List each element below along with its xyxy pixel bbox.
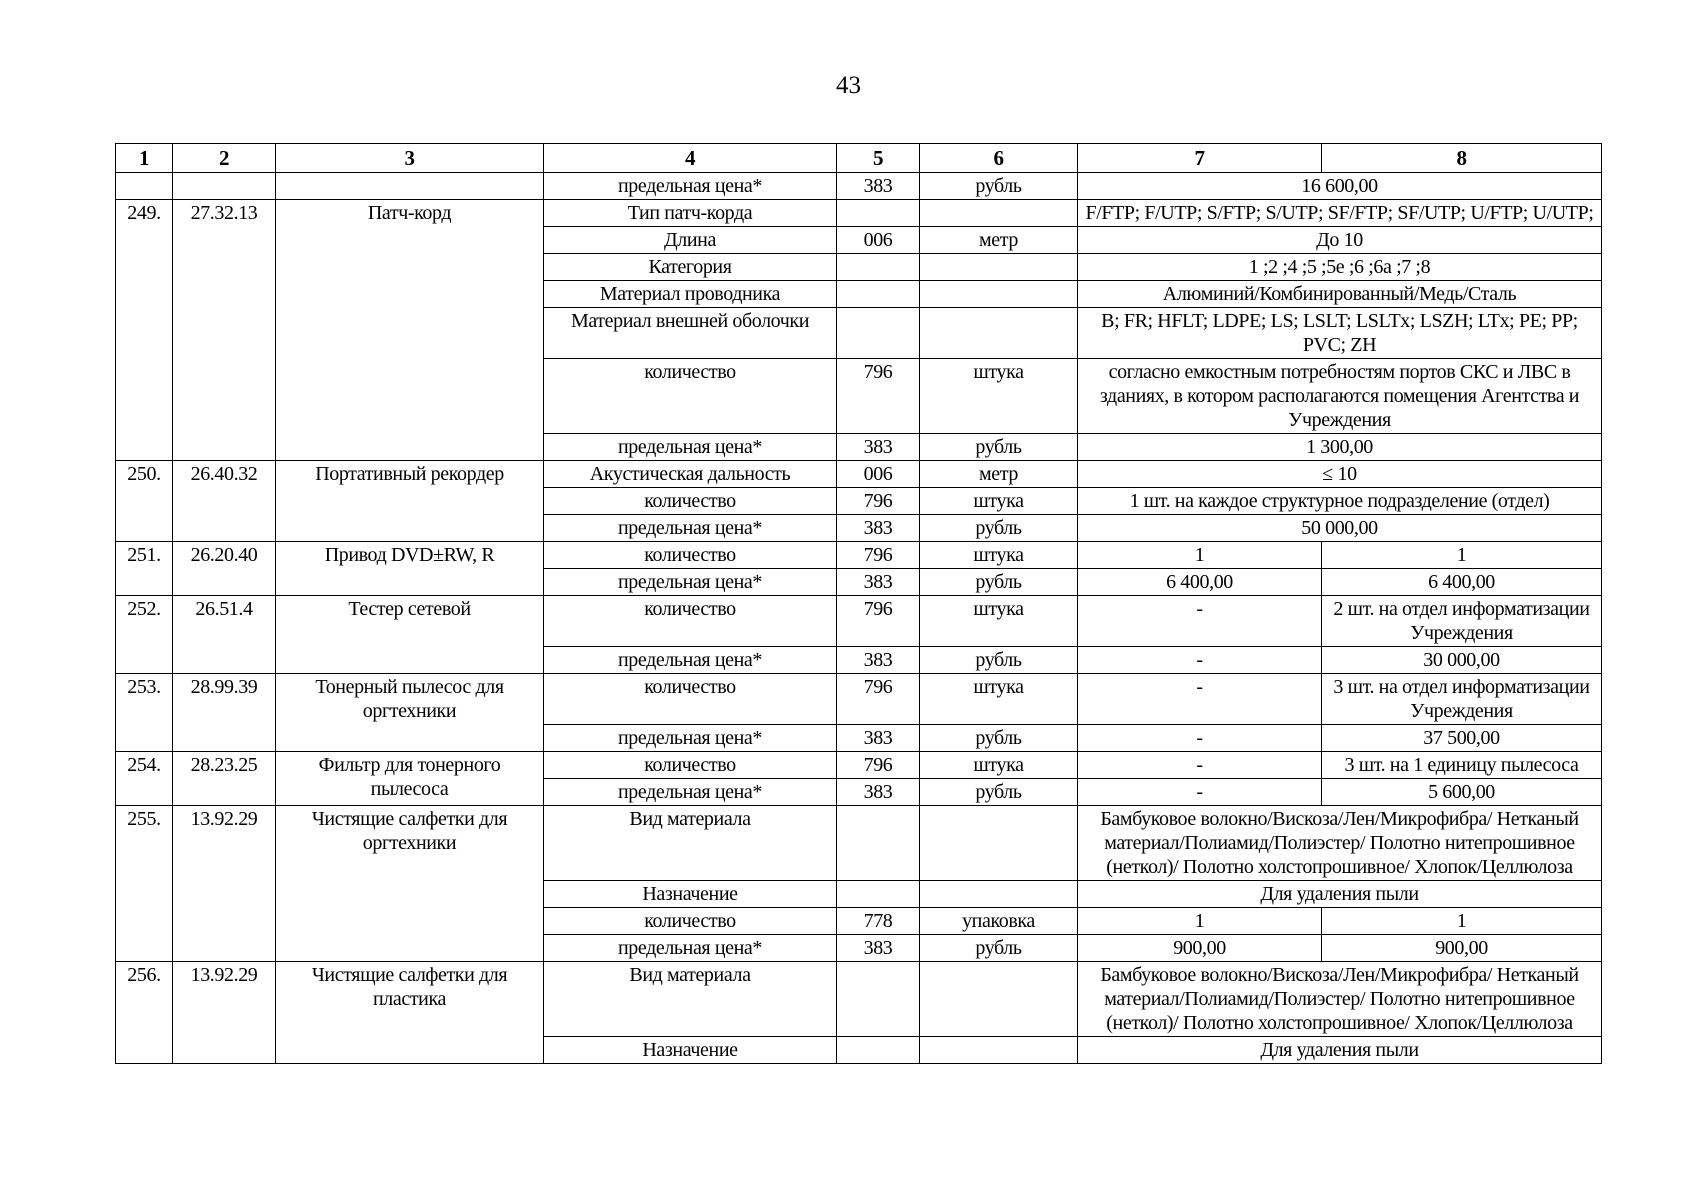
cell-code: 383 xyxy=(837,935,920,962)
cell-value: Алюминий/Комбинированный/Медь/Сталь xyxy=(1078,281,1602,308)
spec-table xyxy=(115,143,1602,1064)
cell-value: До 10 xyxy=(1078,227,1602,254)
cell-no: 253. xyxy=(116,674,173,752)
cell-char-name: Категория xyxy=(544,254,837,281)
cell-value: 1 ;2 ;4 ;5 ;5e ;6 ;6a ;7 ;8 xyxy=(1078,254,1602,281)
cell-no: 250. xyxy=(116,461,173,542)
cell-value-8: 900,00 xyxy=(1322,935,1602,962)
cell-code: 383 xyxy=(837,647,920,674)
cell-code: 796 xyxy=(837,596,920,647)
cell-char-name: Длина xyxy=(544,227,837,254)
cell-value-8: 5 600,00 xyxy=(1322,779,1602,806)
cell-unit: рубль xyxy=(920,935,1078,962)
cell-code: 796 xyxy=(837,674,920,725)
cell-char-name: предельная цена* xyxy=(544,569,837,596)
table-row xyxy=(116,806,1602,881)
cell-no: 255. xyxy=(116,806,173,962)
cell-code: 383 xyxy=(837,173,920,200)
cell-unit: штука xyxy=(920,488,1078,515)
cell-value-7: - xyxy=(1078,647,1322,674)
cell-char-name: предельная цена* xyxy=(544,647,837,674)
cell-unit: рубль xyxy=(920,515,1078,542)
cell-no: 252. xyxy=(116,596,173,674)
cell-unit: рубль xyxy=(920,779,1078,806)
cell-code xyxy=(837,308,920,359)
cell-okpd: 26.51.4 xyxy=(173,596,276,674)
header-col-5: 5 xyxy=(837,144,920,173)
cell-value: Для удаления пыли xyxy=(1078,1037,1602,1064)
cell-char-name: Назначение xyxy=(544,1037,837,1064)
cell-char-name: Материал внешней оболочки xyxy=(544,308,837,359)
cell-code xyxy=(837,254,920,281)
cell-value: Для удаления пыли xyxy=(1078,881,1602,908)
cell-char-name: предельная цена* xyxy=(544,434,837,461)
cell-unit: штука xyxy=(920,542,1078,569)
cell-char-name: Вид материала xyxy=(544,962,837,1037)
cell-char-name: количество xyxy=(544,488,837,515)
cell-value: 1 шт. на каждое структурное подразделение (отдел) xyxy=(1078,488,1602,515)
cell-unit xyxy=(920,962,1078,1037)
cell-char-name: предельная цена* xyxy=(544,779,837,806)
cell-value-8: 30 000,00 xyxy=(1322,647,1602,674)
header-col-8: 8 xyxy=(1322,144,1602,173)
cell-char-name: предельная цена* xyxy=(544,935,837,962)
cell-okpd: 13.92.29 xyxy=(173,806,276,962)
cell-char-name: предельная цена* xyxy=(544,725,837,752)
cell-unit: штука xyxy=(920,674,1078,725)
cell-title: Портативный рекордер xyxy=(276,461,544,542)
cell-code: 778 xyxy=(837,908,920,935)
cell-unit: штука xyxy=(920,596,1078,647)
cell-title: Фильтр для тонерного пылесоса xyxy=(276,752,544,806)
cell-okpd: 27.32.13 xyxy=(173,200,276,461)
cell-char-name: количество xyxy=(544,752,837,779)
cell-code: 796 xyxy=(837,359,920,434)
cell-code xyxy=(837,281,920,308)
cell-value-7: 900,00 xyxy=(1078,935,1322,962)
cell-value-8: 2 шт. на отдел информатизации Учреждения xyxy=(1322,596,1602,647)
cell-code xyxy=(837,881,920,908)
cell-value: B; FR; HFLT; LDPE; LS; LSLT; LSLTx; LSZH; LTx; PE; PP; PVC; ZH xyxy=(1078,308,1602,359)
cell-code xyxy=(837,806,920,881)
cell-char-name: Тип патч-корда xyxy=(544,200,837,227)
header-row xyxy=(116,144,1602,173)
header-col-7: 7 xyxy=(1078,144,1322,173)
cell-value-7: - xyxy=(1078,779,1322,806)
cell-title xyxy=(276,173,544,200)
cell-unit: рубль xyxy=(920,569,1078,596)
cell-title: Привод DVD±RW, R xyxy=(276,542,544,596)
cell-char-name: Вид материала xyxy=(544,806,837,881)
table-row xyxy=(116,461,1602,488)
cell-char-name: Акустическая дальность xyxy=(544,461,837,488)
table-row xyxy=(116,173,1602,200)
cell-okpd: 28.23.25 xyxy=(173,752,276,806)
cell-value-7: 1 xyxy=(1078,908,1322,935)
cell-char-name: предельная цена* xyxy=(544,515,837,542)
cell-value: F/FTP; F/UTP; S/FTP; S/UTP; SF/FTP; SF/UTP; U/FTP; U/UTP; xyxy=(1078,200,1602,227)
cell-unit: рубль xyxy=(920,647,1078,674)
cell-code xyxy=(837,962,920,1037)
cell-value-8: 1 xyxy=(1322,908,1602,935)
cell-code xyxy=(837,1037,920,1064)
cell-code: 796 xyxy=(837,752,920,779)
cell-code: 006 xyxy=(837,227,920,254)
cell-char-name: Материал проводника xyxy=(544,281,837,308)
table-row xyxy=(116,962,1602,1037)
cell-value: 16 600,00 xyxy=(1078,173,1602,200)
cell-okpd: 26.40.32 xyxy=(173,461,276,542)
cell-char-name: количество xyxy=(544,908,837,935)
cell-unit: штука xyxy=(920,752,1078,779)
cell-no: 249. xyxy=(116,200,173,461)
cell-unit xyxy=(920,1037,1078,1064)
cell-unit: метр xyxy=(920,461,1078,488)
cell-no xyxy=(116,173,173,200)
cell-no: 256. xyxy=(116,962,173,1064)
cell-value: согласно емкостным потребностям портов СКС и ЛВС в зданиях, в котором располагаются помещения Агентства и Учреждения xyxy=(1078,359,1602,434)
cell-no: 251. xyxy=(116,542,173,596)
cell-unit: упаковка xyxy=(920,908,1078,935)
cell-value: Бамбуковое волокно/Вискоза/Лен/Микрофибра/ Нетканый материал/Полиамид/Полиэстер/ Полотно нитепрошивное (неткол)/ Полотно холстопрошивное/ Хлопок/Целлюлоза xyxy=(1078,806,1602,881)
cell-title: Чистящие салфетки для пластика xyxy=(276,962,544,1064)
table-row xyxy=(116,674,1602,725)
cell-value-8: 1 xyxy=(1322,542,1602,569)
cell-value-8: 37 500,00 xyxy=(1322,725,1602,752)
table-row xyxy=(116,752,1602,779)
cell-code: 383 xyxy=(837,515,920,542)
cell-value-7: - xyxy=(1078,725,1322,752)
cell-unit: рубль xyxy=(920,725,1078,752)
cell-value-7: - xyxy=(1078,674,1322,725)
cell-unit xyxy=(920,806,1078,881)
cell-code xyxy=(837,200,920,227)
cell-char-name: количество xyxy=(544,542,837,569)
cell-char-name: Назначение xyxy=(544,881,837,908)
cell-okpd xyxy=(173,173,276,200)
cell-value-8: 6 400,00 xyxy=(1322,569,1602,596)
cell-value-8: 3 шт. на 1 единицу пылесоса xyxy=(1322,752,1602,779)
cell-okpd: 28.99.39 xyxy=(173,674,276,752)
cell-value-7: - xyxy=(1078,596,1322,647)
cell-unit xyxy=(920,881,1078,908)
cell-unit: рубль xyxy=(920,434,1078,461)
cell-title: Тонерный пылесос для оргтехники xyxy=(276,674,544,752)
table-row xyxy=(116,542,1602,569)
cell-code: 006 xyxy=(837,461,920,488)
cell-code: 796 xyxy=(837,488,920,515)
cell-unit xyxy=(920,254,1078,281)
cell-char-name: количество xyxy=(544,674,837,725)
cell-title: Патч-корд xyxy=(276,200,544,461)
cell-char-name: количество xyxy=(544,359,837,434)
cell-unit xyxy=(920,308,1078,359)
header-col-4: 4 xyxy=(544,144,837,173)
cell-unit: метр xyxy=(920,227,1078,254)
cell-no: 254. xyxy=(116,752,173,806)
cell-title: Чистящие салфетки для оргтехники xyxy=(276,806,544,962)
cell-code: 383 xyxy=(837,779,920,806)
header-col-3: 3 xyxy=(276,144,544,173)
cell-okpd: 13.92.29 xyxy=(173,962,276,1064)
table-row xyxy=(116,596,1602,647)
page-number: 43 xyxy=(836,72,861,99)
cell-value-7: 1 xyxy=(1078,542,1322,569)
header-col-6: 6 xyxy=(920,144,1078,173)
cell-value-8: 3 шт. на отдел информатизации Учреждения xyxy=(1322,674,1602,725)
cell-value: 1 300,00 xyxy=(1078,434,1602,461)
cell-code: 383 xyxy=(837,725,920,752)
cell-code: 796 xyxy=(837,542,920,569)
cell-unit: штука xyxy=(920,359,1078,434)
cell-unit xyxy=(920,200,1078,227)
cell-code: 383 xyxy=(837,434,920,461)
cell-value-7: 6 400,00 xyxy=(1078,569,1322,596)
cell-unit: рубль xyxy=(920,173,1078,200)
header-col-2: 2 xyxy=(173,144,276,173)
cell-value-7: - xyxy=(1078,752,1322,779)
table-row xyxy=(116,200,1602,227)
cell-value: 50 000,00 xyxy=(1078,515,1602,542)
cell-char-name: количество xyxy=(544,596,837,647)
cell-unit xyxy=(920,281,1078,308)
cell-code: 383 xyxy=(837,569,920,596)
cell-char-name: предельная цена* xyxy=(544,173,837,200)
cell-value: ≤ 10 xyxy=(1078,461,1602,488)
cell-title: Тестер сетевой xyxy=(276,596,544,674)
cell-value: Бамбуковое волокно/Вискоза/Лен/Микрофибра/ Нетканый материал/Полиамид/Полиэстер/ Полотно нитепрошивное (неткол)/ Полотно холстопрошивное/ Хлопок/Целлюлоза xyxy=(1078,962,1602,1037)
cell-okpd: 26.20.40 xyxy=(173,542,276,596)
header-col-1: 1 xyxy=(116,144,173,173)
